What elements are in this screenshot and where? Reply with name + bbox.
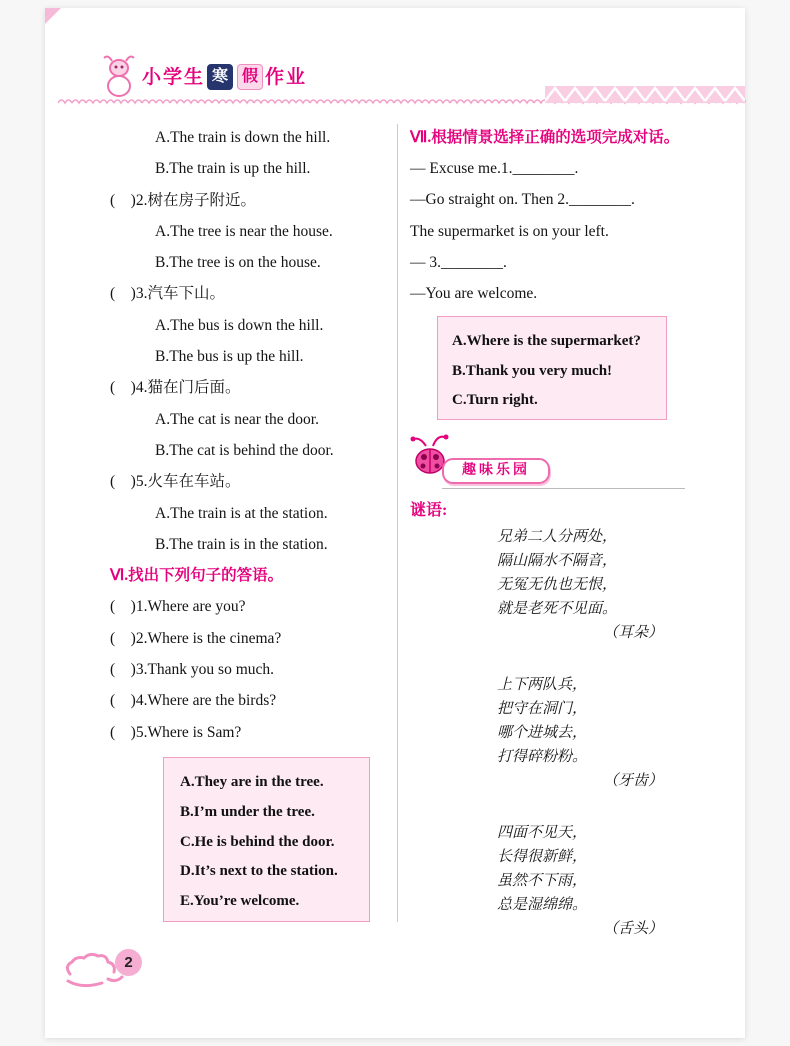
book-title [142,64,307,92]
dialogue-block [410,153,690,309]
riddle-line: 就是老死不见面。 [497,599,618,617]
answer-bank-item: A.They are in the tree. [180,774,324,790]
answer-option: B.The train is up the hill. [155,160,311,178]
question-line: ( )3.Thank you so much. [110,661,275,679]
riddle-answer: （耳朵） [602,623,663,641]
riddle-line: 上下两队兵， [497,675,588,693]
page-number: 2 [115,949,142,976]
answer-option: A.The train is at the station. [155,504,328,522]
dialogue-line: —Go straight on. Then 2.________. [410,191,635,209]
title-text-pre: 小学生 [142,67,206,88]
title-text-post: 作业 [265,67,308,88]
dialogue-line: The supermarket is on your left. [410,222,609,240]
zigzag-band [545,86,745,108]
section-heading-7: Ⅶ.根据情景选择正确的选项完成对话。 [410,129,680,146]
riddle-line: 兄弟二人分两处， [497,527,618,545]
dialogue-line: — 3.________. [410,253,507,271]
riddle-line: 虽然不下雨， [497,871,588,889]
choice-item: B.Thank you very much! [452,362,613,379]
answer-bank-box [163,757,370,922]
question-line: ( )3.汽车下山。 [110,285,225,303]
question-line: ( )1.Where are you? [110,598,246,616]
answer-option: B.The tree is on the house. [155,254,321,272]
answer-option: A.The bus is down the hill. [155,316,324,334]
riddle-line: 哪个进城去， [497,723,588,741]
riddle-2 [497,672,673,792]
column-divider [397,124,398,922]
riddle-line: 打得碎粉粉。 [497,747,588,765]
answer-bank-item: C.He is behind the door. [180,833,335,850]
choice-box [437,316,667,420]
answer-option: A.The tree is near the house. [155,222,333,240]
riddle-answer: （牙齿） [602,771,663,789]
riddle-line: 无冤无仇也无恨， [497,575,618,593]
riddle-line: 四面不见天， [497,823,588,841]
riddle-line: 隔山隔水不隔音， [497,551,618,569]
riddle-label: 谜语: [410,502,448,519]
fun-zone-underline [442,488,685,489]
riddle-1 [497,524,673,644]
answer-option: A.The train is down the hill. [155,129,331,146]
answer-option: B.The bus is up the hill. [155,348,304,366]
answer-bank-item: D.It’s next to the station. [180,863,338,880]
corner-decoration [45,8,61,24]
question-line: ( )5.火车在车站。 [110,473,241,491]
choice-item: A.Where is the supermarket? [452,333,641,349]
section-heading-6: Ⅵ.找出下列句子的答语。 [110,567,284,585]
title-outline-box: 假 [237,64,263,90]
dialogue-line: — Excuse me.1.________. [410,160,579,177]
answer-option: A.The cat is near the door. [155,410,319,428]
question-line: ( )2.Where is the cinema? [110,629,282,647]
answer-option: B.The cat is behind the door. [155,441,334,459]
choice-item: C.Turn right. [452,392,538,408]
fun-zone-banner: 趣味乐园 [442,458,550,484]
riddle-answer: （舌头） [602,919,663,937]
answer-option: B.The train is in the station. [155,535,328,553]
answer-bank-item: B.I’m under the tree. [180,803,315,820]
riddle-3 [497,820,673,940]
title-highlight-box: 寒 [207,64,233,90]
question-line: ( )4.猫在门后面。 [110,379,241,397]
answer-bank-item: E.You’re welcome. [180,893,300,910]
dialogue-line: —You are welcome. [410,285,538,303]
riddle-line: 总是湿绵绵。 [497,895,588,913]
riddles-block [497,524,673,968]
riddle-line: 把守在洞门， [497,699,588,717]
question-line: ( )5.Where is Sam? [110,723,242,741]
riddle-line: 长得很新鲜， [497,847,588,865]
question-line: ( )4.Where are the birds? [110,692,277,710]
left-column [110,122,390,748]
question-line: ( )2.树在房子附近。 [110,191,256,209]
